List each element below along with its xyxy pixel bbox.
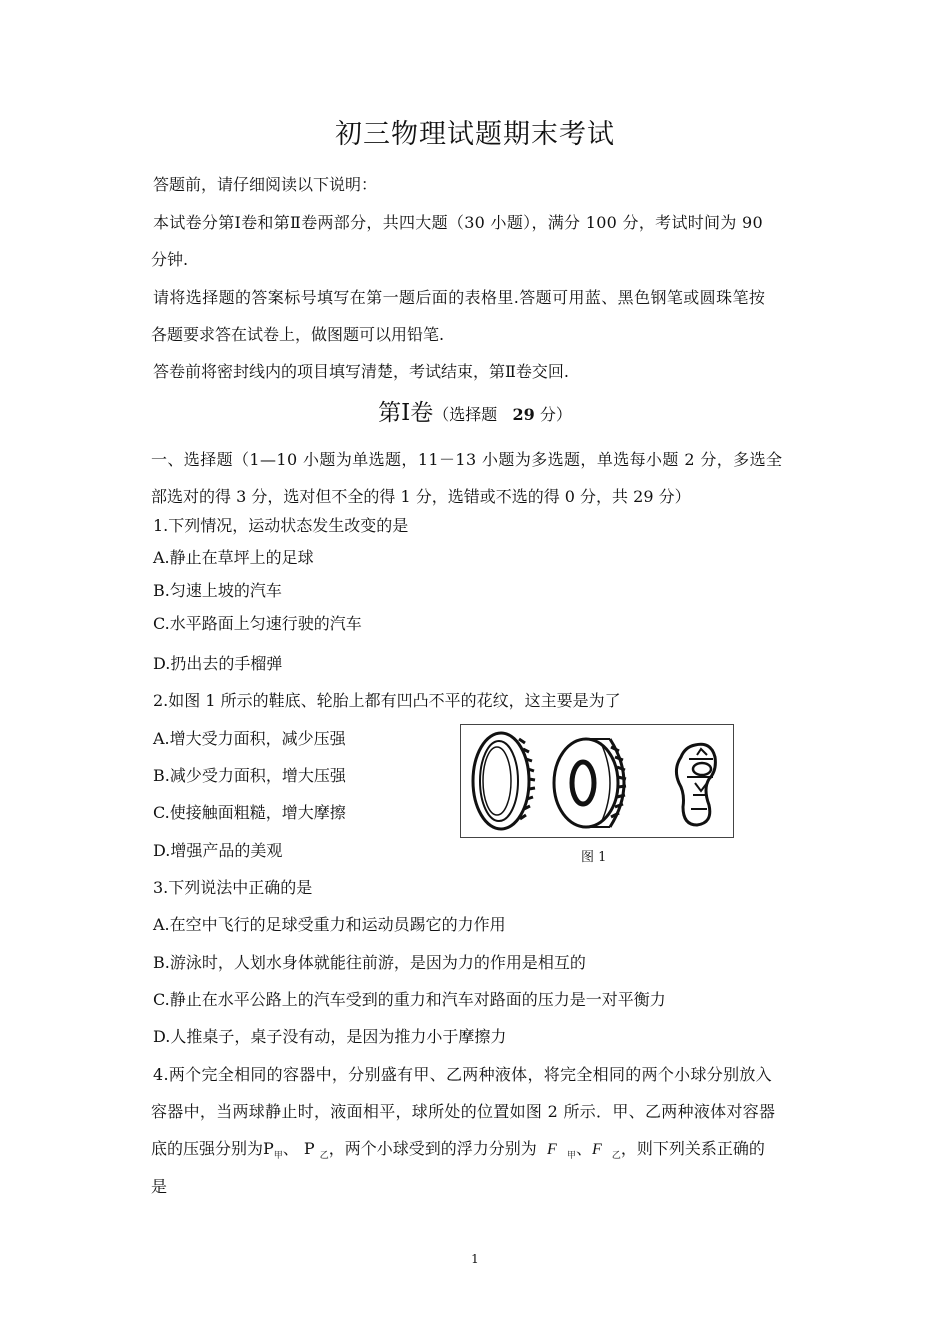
question-2-option-b: B.减少受力面积，增大压强	[153, 766, 346, 785]
question-1-option-a: A.静止在草坪上的足球	[153, 548, 314, 567]
car-tire-icon	[554, 739, 626, 827]
question-2-stem: 2.如图 1 所示的鞋底、轮胎上都有凹凸不平的花纹，这主要是为了	[153, 691, 621, 710]
force-symbol: F	[591, 1141, 602, 1158]
page-number: 1	[471, 1252, 479, 1266]
instruction-line: 分钟.	[151, 250, 189, 269]
instruction-line: 各题要求答在试卷上，做图题可以用铅笔.	[151, 325, 445, 344]
subscript-yi: 乙	[611, 1151, 621, 1161]
instruction-line: 答题前，请仔细阅读以下说明：	[153, 175, 378, 194]
section-title-main: 第Ⅰ卷	[378, 400, 434, 426]
section-title-score: 29	[512, 405, 535, 424]
section-title-paren-open: （选择题	[433, 405, 498, 424]
separator: 、	[575, 1139, 592, 1158]
section-title	[0, 394, 950, 427]
question-3-stem: 3.下列说法中正确的是	[153, 878, 313, 897]
question-4-line: 容器中，当两球静止时，液面相平，球所处的位置如图 2 所示．甲、乙两种液体对容器	[151, 1102, 776, 1121]
pressure-symbol: P	[263, 1139, 274, 1158]
question-3-option-a: A.在空中飞行的足球受重力和运动员踢它的力作用	[153, 915, 506, 934]
subscript-yi: 乙	[319, 1151, 329, 1161]
question-3-option-c: C.静止在水平公路上的汽车受到的重力和汽车对路面的压力是一对平衡力	[153, 990, 666, 1009]
question-4-line: 4.两个完全相同的容器中，分别盛有甲、乙两种液体，将完全相同的两个小球分别放入	[153, 1065, 772, 1084]
instruction-line: 答卷前将密封线内的项目填写清楚，考试结束，第Ⅱ卷交回.	[153, 362, 569, 381]
exam-title: 初三物理试题期末考试	[335, 119, 615, 150]
question-3-option-d: D.人推桌子，桌子没有动，是因为推力小于摩擦力	[153, 1027, 507, 1046]
part-intro-line: 部选对的得 3 分，选对但不全的得 1 分，选错或不选的得 0 分，共 29 分）	[151, 487, 691, 506]
force-symbol: F	[546, 1141, 557, 1158]
figure-1-tire-shoe-illustration	[460, 724, 734, 838]
question-4-text: ，则下列关系正确的	[620, 1139, 765, 1158]
subscript-jia: 甲	[273, 1151, 283, 1161]
instruction-line: 请将选择题的答案标号填写在第一题后面的表格里.答题可用蓝、黑色钢笔或圆珠笔按	[153, 288, 766, 307]
thin-tire-icon	[473, 733, 535, 829]
shoe-sole-icon	[676, 744, 715, 825]
instruction-line: 本试卷分第Ⅰ卷和第Ⅱ卷两部分，共四大题（30 小题），满分 100 分，考试时间为 90	[153, 213, 763, 232]
separator: 、	[282, 1139, 299, 1158]
question-1-stem: 1.下列情况，运动状态发生改变的是	[153, 516, 409, 535]
figure-1-caption: 图 1	[581, 850, 607, 865]
question-3-option-b: B.游泳时，人划水身体就能往前游，是因为力的作用是相互的	[153, 953, 586, 972]
part-intro-line: 一、选择题（1—10 小题为单选题，11－13 小题为多选题，单选每小题 2 分，多选全	[151, 450, 783, 469]
question-1-option-d: D.扔出去的手榴弹	[153, 654, 283, 673]
question-2-option-c: C.使接触面粗糙，增大摩擦	[153, 803, 346, 822]
question-4-text: 底的压强分别为	[151, 1139, 264, 1158]
question-1-option-c: C.水平路面上匀速行驶的汽车	[153, 614, 362, 633]
pressure-symbol: P	[303, 1139, 315, 1158]
section-title-paren-close: 分）	[539, 405, 572, 424]
subscript-jia: 甲	[566, 1151, 576, 1161]
question-4-line: 是	[151, 1177, 168, 1196]
question-2-option-a: A.增大受力面积，减少压强	[153, 729, 346, 748]
question-4-text: ，两个小球受到的浮力分别为	[328, 1139, 537, 1158]
question-1-option-b: B.匀速上坡的汽车	[153, 581, 282, 600]
question-4-line-with-symbols	[151, 1139, 765, 1162]
question-2-option-d: D.增强产品的美观	[153, 841, 283, 860]
